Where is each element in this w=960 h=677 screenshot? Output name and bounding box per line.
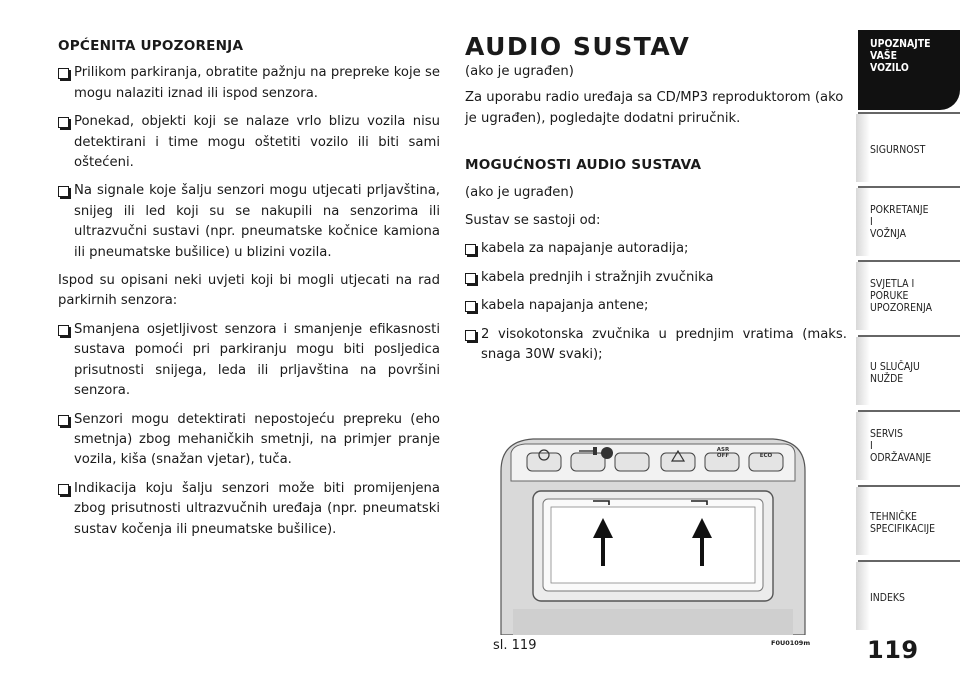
tab-u-slucaju-nuzde[interactable]: U SLUČAJU NUŽDE: [858, 335, 960, 405]
list-item: kabela za napajanje autoradija;: [465, 239, 847, 259]
list-item: kabela napajanja antene;: [465, 296, 847, 316]
body-paragraph: Ispod su opisani neki uvjeti koji bi mogli utjecati na rad parkirnih senzora:: [58, 273, 440, 309]
section-heading-audio-features: MOGUĆNOSTI AUDIO SUSTAVA: [465, 157, 702, 174]
tab-indeks[interactable]: INDEKS: [858, 560, 960, 630]
svg-text:OFF: OFF: [716, 453, 730, 459]
list-item: Ponekad, objekti koji se nalaze vrlo blizu vozila nisu detektirani i time mogu oštetiti vozilo ili biti sami oštećeni.: [58, 112, 440, 173]
tab-servis-i-odrzavanje[interactable]: SERVIS I ODRŽAVANJE: [858, 410, 960, 480]
checkbox-bullet-icon: [58, 68, 69, 79]
section-heading-general-warnings: OPĆENITA UPOZORENJA: [58, 38, 244, 54]
list-item: Prilikom parkiranja, obratite pažnju na prepreke koje se mogu nalaziti iznad ili ispod senzora.: [58, 63, 440, 104]
page-number: 119: [867, 636, 919, 664]
checkbox-bullet-icon: [465, 273, 476, 284]
middle-column: [465, 30, 847, 373]
checkbox-bullet-icon: [465, 244, 476, 255]
left-column: [58, 36, 440, 548]
list-item: Indikacija koju šalju senzori može biti promijenjena zbog prisutnosti ultrazvučnih uređaja (npr. pneumatski sustav kočenja ili pneumatske bušilice).: [58, 479, 440, 540]
intro-paragraph: Za uporabu radio uređaja sa CD/MP3 reproduktorom (ako je ugrađen), pogledajte dodatni priručnik.: [465, 90, 844, 126]
checkbox-bullet-icon: [58, 484, 69, 495]
list-item: Senzori mogu detektirati nepostojeću prepreku (eho smetnja) zbog mehaničkih smetnji, na primjer pranje vozila, kiša (snažan vjetar), tuča.: [58, 410, 440, 471]
svg-text:ECO: ECO: [759, 453, 773, 459]
tab-tehnicke-specifikacije[interactable]: TEHNIČKE SPECIFIKACIJE: [858, 485, 960, 555]
list-item: 2 visokotonska zvučnika u prednjim vratima (maks. snaga 30W svaki);: [465, 325, 847, 366]
dashboard-radio-slot-figure: [493, 431, 813, 635]
list-item: kabela prednjih i stražnjih zvučnika: [465, 268, 847, 288]
checkbox-bullet-icon: [465, 330, 476, 341]
tab-svjetla-i-poruke[interactable]: SVJETLA I PORUKE UPOZORENJA: [858, 260, 960, 330]
page-title: AUDIO SUSTAV: [465, 32, 691, 61]
title-subtitle: (ako je ugrađen): [465, 64, 574, 79]
tab-pokretanje-i-voznja[interactable]: POKRETANJE I VOŽNJA: [858, 186, 960, 256]
figure-code: F0U0109m: [771, 639, 811, 647]
section-note: (ako je ugrađen): [465, 184, 574, 200]
checkbox-bullet-icon: [58, 415, 69, 426]
list-item: Na signale koje šalju senzori mogu utjecati prljavština, snijeg ili led koji su se nakupili na senzorima ili ultrazvučni sustavi (npr. pneumatske kočnice kamiona ili pneumatske bušilice) u blizini vozila.: [58, 181, 440, 263]
checkbox-bullet-icon: [465, 301, 476, 312]
checkbox-bullet-icon: [58, 186, 69, 197]
tab-sigurnost[interactable]: SIGURNOST: [858, 112, 960, 182]
figure-caption: sl. 119: [493, 638, 537, 653]
svg-text:ASR: ASR: [716, 447, 730, 453]
checkbox-bullet-icon: [58, 117, 69, 128]
section-lead: Sustav se sastoji od:: [465, 213, 601, 229]
checkbox-bullet-icon: [58, 325, 69, 336]
chapter-tabs: [858, 30, 960, 635]
button-switch-1: [527, 453, 561, 471]
tab-upoznajte-vase-vozilo[interactable]: UPOZNAJTE VAŠE VOZILO: [858, 30, 960, 110]
list-item: Smanjena osjetljivost senzora i smanjenje efikasnosti sustava pomoći pri parkiranju mogu biti posljedica prisutnosti snijega, leda ili prljavština na površini senzora.: [58, 320, 440, 402]
dashboard-illustration: [493, 431, 813, 635]
